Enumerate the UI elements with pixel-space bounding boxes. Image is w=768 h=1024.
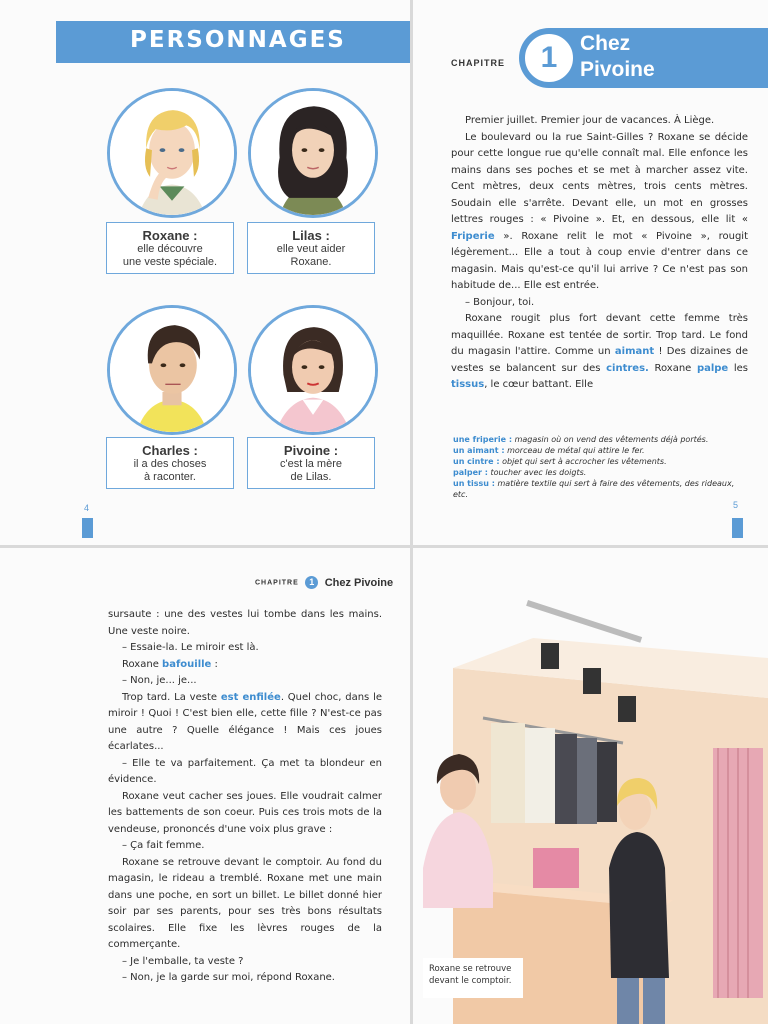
chapter-label: CHAPITRE	[451, 58, 506, 68]
keyword-enfilee: est enfilée	[220, 691, 281, 703]
paragraph: Roxane rougit plus fort devant cette femme très maquillée. Roxane est tentée de sortir. Trop tard. Le fond du magasin l'attire. Comme un aimant ! Des dizaines de vestes se balancent sur des cintres. Roxane palpe les tissus, le cœur battant. Elle	[451, 313, 748, 390]
keyword-aimant: aimant	[614, 346, 655, 357]
page-number: 5	[733, 500, 739, 510]
character-desc: il a des choses	[133, 458, 207, 470]
glossary-entry: un tissu : matière textile qui sert à faire des vêtements, des rideaux, etc.	[453, 479, 735, 499]
glossary-entry: un aimant : morceau de métal qui attire le fer.	[453, 446, 645, 455]
portrait-lilas	[248, 88, 378, 218]
illustration-caption: Roxane se retrouve devant le comptoir.	[423, 958, 523, 998]
caption-pivoine	[247, 437, 375, 489]
caption-roxane	[106, 222, 234, 274]
character-desc: à raconter.	[144, 471, 196, 483]
character-desc: elle veut aider	[276, 243, 346, 255]
paragraph: – Non, je... je...	[122, 675, 197, 686]
keyword-friperie: Friperie	[451, 230, 495, 242]
keyword-bafouille: bafouille	[162, 658, 212, 670]
caption-lilas	[247, 222, 375, 274]
paragraph: – Bonjour, toi.	[465, 296, 535, 308]
portrait-roxane	[107, 88, 237, 218]
paragraph: Roxane bafouille :	[122, 658, 218, 670]
page-6-body-text	[108, 607, 382, 987]
paragraph: – Non, je la garde sur moi, répond Roxane.	[122, 972, 335, 983]
paragraph: Trop tard. La veste est enfilée. Quel choc, dans le miroir ! Quoi ! C'est bien elle, cette fille ? N'est-ce pas une autre ? Quelle élégance ! Mais ces joues écarlates...	[108, 691, 383, 752]
paragraph: Roxane se retrouve devant le comptoir. Au fond du magasin, le rideau a tremblé. Roxane met une main dans une poche, en sort un billet. Le billet donné hier soir par ses parents, pour ses très bons résultats scolaires. Elle fixe les lèvres rouges de la commerçante.	[108, 856, 382, 950]
page-tab-marker	[82, 518, 93, 538]
keyword-tissus: tissus	[451, 379, 485, 390]
character-desc: c'est la mère	[279, 458, 342, 470]
page-7-illustration	[413, 548, 768, 1024]
page-6-text	[0, 548, 410, 1024]
characters-banner	[56, 21, 410, 63]
paragraph: Le boulevard ou la rue Saint-Gilles ? Roxane se décide pour cette longue rue qu'elle connaît mal. Elle enfonce les mains dans ses poches et se met à marcher assez vite. Cent mètres, deux cents mètres, trois cents mètres. Soudain elle s'arrête. Devant elle, un mot en grosses lettres rouges : « Pivoine ». Et, en dessous, elle lit « Friperie ». Roxane relit le mot « Pivoine », rougit légèrement... Elle a tout à coup envie d'entrer dans ce magasin. Mais qu'est-ce qu'il lui arrive ? Ce n'est pas son habitude de... Elle est entrée.	[451, 131, 748, 291]
running-head-number: 1	[305, 576, 318, 589]
keyword-palpe: palpe	[696, 362, 729, 374]
chapter-number: 1	[540, 41, 558, 74]
paragraph: sursaute : une des vestes lui tombe dans les mains. Une veste noire.	[108, 609, 382, 637]
portrait-pivoine	[248, 305, 378, 435]
chapter-title-line: Pivoine	[580, 58, 655, 81]
running-head-title: Chez Pivoine	[324, 576, 394, 589]
chapter-number-badge	[523, 32, 575, 84]
chapter-title	[580, 31, 760, 83]
paragraph: – Je l'emballe, ta veste ?	[122, 955, 244, 967]
page-5-chapter-opening	[413, 0, 768, 545]
paragraph: – Elle te va parfaitement. Ça met ta blondeur en évidence.	[108, 757, 382, 785]
caption-charles	[106, 437, 234, 489]
keyword-cintres: cintres.	[606, 362, 649, 374]
portrait-charles	[107, 305, 237, 435]
glossary-entry: un cintre : objet qui sert à accrocher les vêtements.	[453, 457, 667, 466]
page-tab-marker	[732, 518, 743, 538]
paragraph: Premier juillet. Premier jour de vacances. À Liège.	[465, 115, 715, 126]
banner-title: PERSONNAGES	[130, 27, 346, 53]
glossary-entry: une friperie : magasin où on vend des vêtements déjà portés.	[453, 435, 709, 444]
character-name: Roxane :	[142, 228, 198, 243]
running-head	[255, 574, 393, 592]
character-desc: de Lilas.	[290, 471, 332, 483]
character-desc: Roxane.	[290, 256, 332, 268]
glossary	[453, 434, 743, 500]
shop-illustration	[413, 548, 768, 1024]
character-name: Pivoine :	[283, 443, 339, 458]
paragraph: Roxane veut cacher ses joues. Elle voudrait calmer les battements de son coeur. Puis ces trois mots de la vendeuse, prononcés d'une voix plus grave :	[108, 790, 382, 835]
chapter-body-text	[451, 113, 748, 394]
running-head-chapter: CHAPITRE	[255, 579, 299, 587]
character-name: Charles :	[142, 443, 198, 458]
character-desc: une veste spéciale.	[122, 256, 218, 268]
character-name: Lilas :	[292, 228, 330, 243]
chapter-title-line: Chez	[580, 32, 631, 55]
page-4-characters	[0, 0, 410, 545]
paragraph: – Essaie-la. Le miroir est là.	[122, 642, 259, 653]
character-desc: elle découvre	[137, 243, 203, 255]
paragraph: – Ça fait femme.	[122, 840, 205, 851]
glossary-entry: palper : toucher avec les doigts.	[453, 468, 587, 477]
page-number: 4	[84, 503, 90, 513]
